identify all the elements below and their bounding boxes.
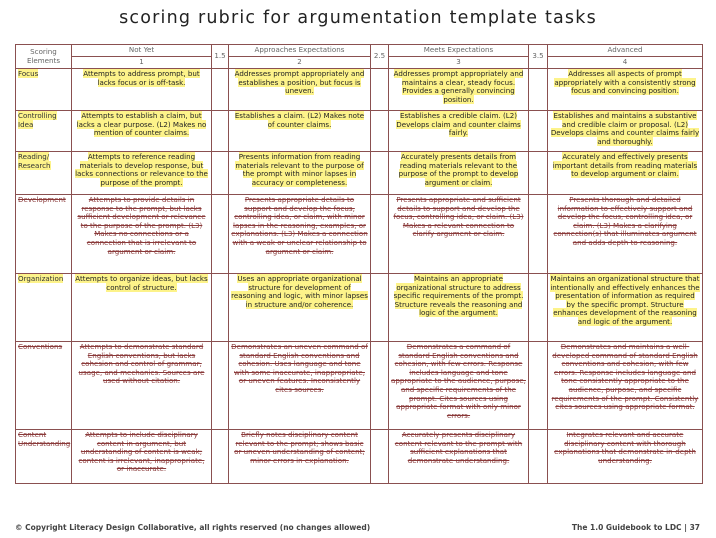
content-understanding-meets: Accurately presents disciplinary content relevant to the prompt with sufficient explanations that demonstrate understanding.: [389, 430, 529, 484]
focus-meets: Addresses prompt appropriately and maintains a clear, steady focus. Provides a generally convincing position.: [389, 69, 529, 111]
score-3-5: 3.5: [529, 45, 548, 69]
content-understanding-not-yet: Attempts to include disciplinary content in argument, but understanding of content is weak; content is irrelevant, inappropriate, or inaccurate.: [72, 430, 212, 484]
development-meets: Presents appropriate and sufficient details to support and develop the focus, controlling idea, or claim. (L3) Makes a relevant connection to clarify argument or claim.: [389, 195, 529, 274]
controlling-idea-approaches: Establishes a claim. (L2) Makes note of counter claims.: [229, 111, 371, 152]
focus-approaches: Addresses prompt appropriately and establishes a position, but focus is uneven.: [229, 69, 371, 111]
controlling-idea-meets: Establishes a credible claim. (L2) Develops claim and counter claims fairly.: [389, 111, 529, 152]
level-header-row: [16, 45, 703, 57]
focus-not-yet: Attempts to address prompt, but lacks focus or is off-task.: [72, 69, 212, 111]
conventions-not-yet: Attempts to demonstrate standard English conventions, but lacks cohesion and control of grammar, usage, and mechanics. Sources are used without citation.: [72, 342, 212, 430]
level-header-advanced: Advanced: [548, 45, 703, 57]
page-number: 37: [689, 523, 700, 532]
conventions-advanced: Demonstrates and maintains a well-developed command of standard English conventions and cohesion, with few errors. Response includes language and tone consistently appropriate to the audience, purpose, and specific requirements of the prompt. Consistently cites sources using appropriate format.: [548, 342, 703, 430]
development-advanced: Presents thorough and detailed information to effectively support and develop the focus, controlling idea, or claim. (L3) Makes a clarifying connection(s) that illuminates argument and adds depth to reasoning.: [548, 195, 703, 274]
element-organization: Organization: [16, 274, 72, 342]
rubric-row-development: [16, 195, 703, 274]
conventions-approaches: Demonstrates an uneven command of standard English conventions and cohesion. Uses language and tone with some inaccurate, inappropriate, or uneven features. Inconsistently cites sources.: [229, 342, 371, 430]
score-header-row: [16, 57, 703, 69]
score-1-5: 1.5: [212, 45, 229, 69]
footer-separator: |: [684, 523, 687, 532]
conventions-meets: Demonstrates a command of standard English conventions and cohesion, with few errors. Response includes language and tone appropriate to the audience, purpose, and specific requirements of the prompt. Cites sources using appropriate format with only minor errors.: [389, 342, 529, 430]
level-header-not-yet: Not Yet: [72, 45, 212, 57]
element-controlling-idea: Controlling Idea: [16, 111, 72, 152]
level-header-meets: Meets Expectations: [389, 45, 529, 57]
organization-approaches: Uses an appropriate organizational structure for development of reasoning and logic, with minor lapses in structure and/or coherence.: [229, 274, 371, 342]
level-header-approaches: Approaches Expectations: [229, 45, 371, 57]
element-content-understanding: Content Understanding: [16, 430, 72, 484]
page-title: scoring rubric for argumentation template tasks: [119, 8, 597, 28]
element-development: Development: [16, 195, 72, 274]
page-footer: [572, 523, 700, 532]
score-1: 1: [72, 57, 212, 69]
reading-research-advanced: Accurately and effectively presents important details from reading materials to develop argument or claim.: [548, 152, 703, 195]
reading-research-meets: Accurately presents details from reading materials relevant to the purpose of the prompt to develop argument or claim.: [389, 152, 529, 195]
development-not-yet: Attempts to provide details in response to the prompt, but lacks sufficient development or relevance to the purpose of the prompt. (L3) Makes no connections or a connection that is irrelevant to argument or claim.: [72, 195, 212, 274]
element-reading-research: Reading/ Research: [16, 152, 72, 195]
score-4: 4: [548, 57, 703, 69]
rubric-row-focus: [16, 69, 703, 111]
score-2-5: 2.5: [371, 45, 389, 69]
rubric-row-controlling-idea: [16, 111, 703, 152]
development-approaches: Presents appropriate details to support and develop the focus, controlling idea, or claim, with minor lapses in the reasoning, examples, or explanations. (L3) Makes a connection with a weak or unclear relationship to argument or claim.: [229, 195, 371, 274]
element-focus: Focus: [16, 69, 72, 111]
content-understanding-advanced: Integrates relevant and accurate disciplinary content with thorough explanations that demonstrate in-depth understanding.: [548, 430, 703, 484]
focus-advanced: Addresses all aspects of prompt appropriately with a consistently strong focus and convincing position.: [548, 69, 703, 111]
scoring-elements-header: Scoring Elements: [16, 45, 72, 69]
rubric-row-content-understanding: [16, 430, 703, 484]
rubric-row-conventions: [16, 342, 703, 430]
guidebook-title: The 1.0 Guidebook to LDC: [571, 523, 682, 532]
content-understanding-approaches: Briefly notes disciplinary content relevant to the prompt; shows basic or uneven understanding of content; minor errors in explanation.: [229, 430, 371, 484]
controlling-idea-not-yet: Attempts to establish a claim, but lacks a clear purpose. (L2) Makes no mention of counter claims.: [72, 111, 212, 152]
element-conventions: Conventions: [16, 342, 72, 430]
copyright-notice: © Copyright Literacy Design Collaborative, all rights reserved (no changes allowed): [15, 523, 371, 532]
rubric-table: [15, 44, 703, 484]
score-2: 2: [229, 57, 371, 69]
score-3: 3: [389, 57, 529, 69]
controlling-idea-advanced: Establishes and maintains a substantive and credible claim or proposal. (L2) Develops claims and counter claims fairly and thoroughly.: [548, 111, 703, 152]
organization-not-yet: Attempts to organize ideas, but lacks control of structure.: [72, 274, 212, 342]
rubric-row-reading-research: [16, 152, 703, 195]
organization-meets: Maintains an appropriate organizational structure to address specific requirements of the prompt. Structure reveals the reasoning and logic of the argument.: [389, 274, 529, 342]
organization-advanced: Maintains an organizational structure that intentionally and effectively enhances the presentation of information as required by the specific prompt. Structure enhances development of the reasoning and logic of the argument.: [548, 274, 703, 342]
rubric-row-organization: [16, 274, 703, 342]
reading-research-approaches: Presents information from reading materials relevant to the purpose of the prompt with minor lapses in accuracy or completeness.: [229, 152, 371, 195]
reading-research-not-yet: Attempts to reference reading materials to develop response, but lacks connections or relevance to the purpose of the prompt.: [72, 152, 212, 195]
